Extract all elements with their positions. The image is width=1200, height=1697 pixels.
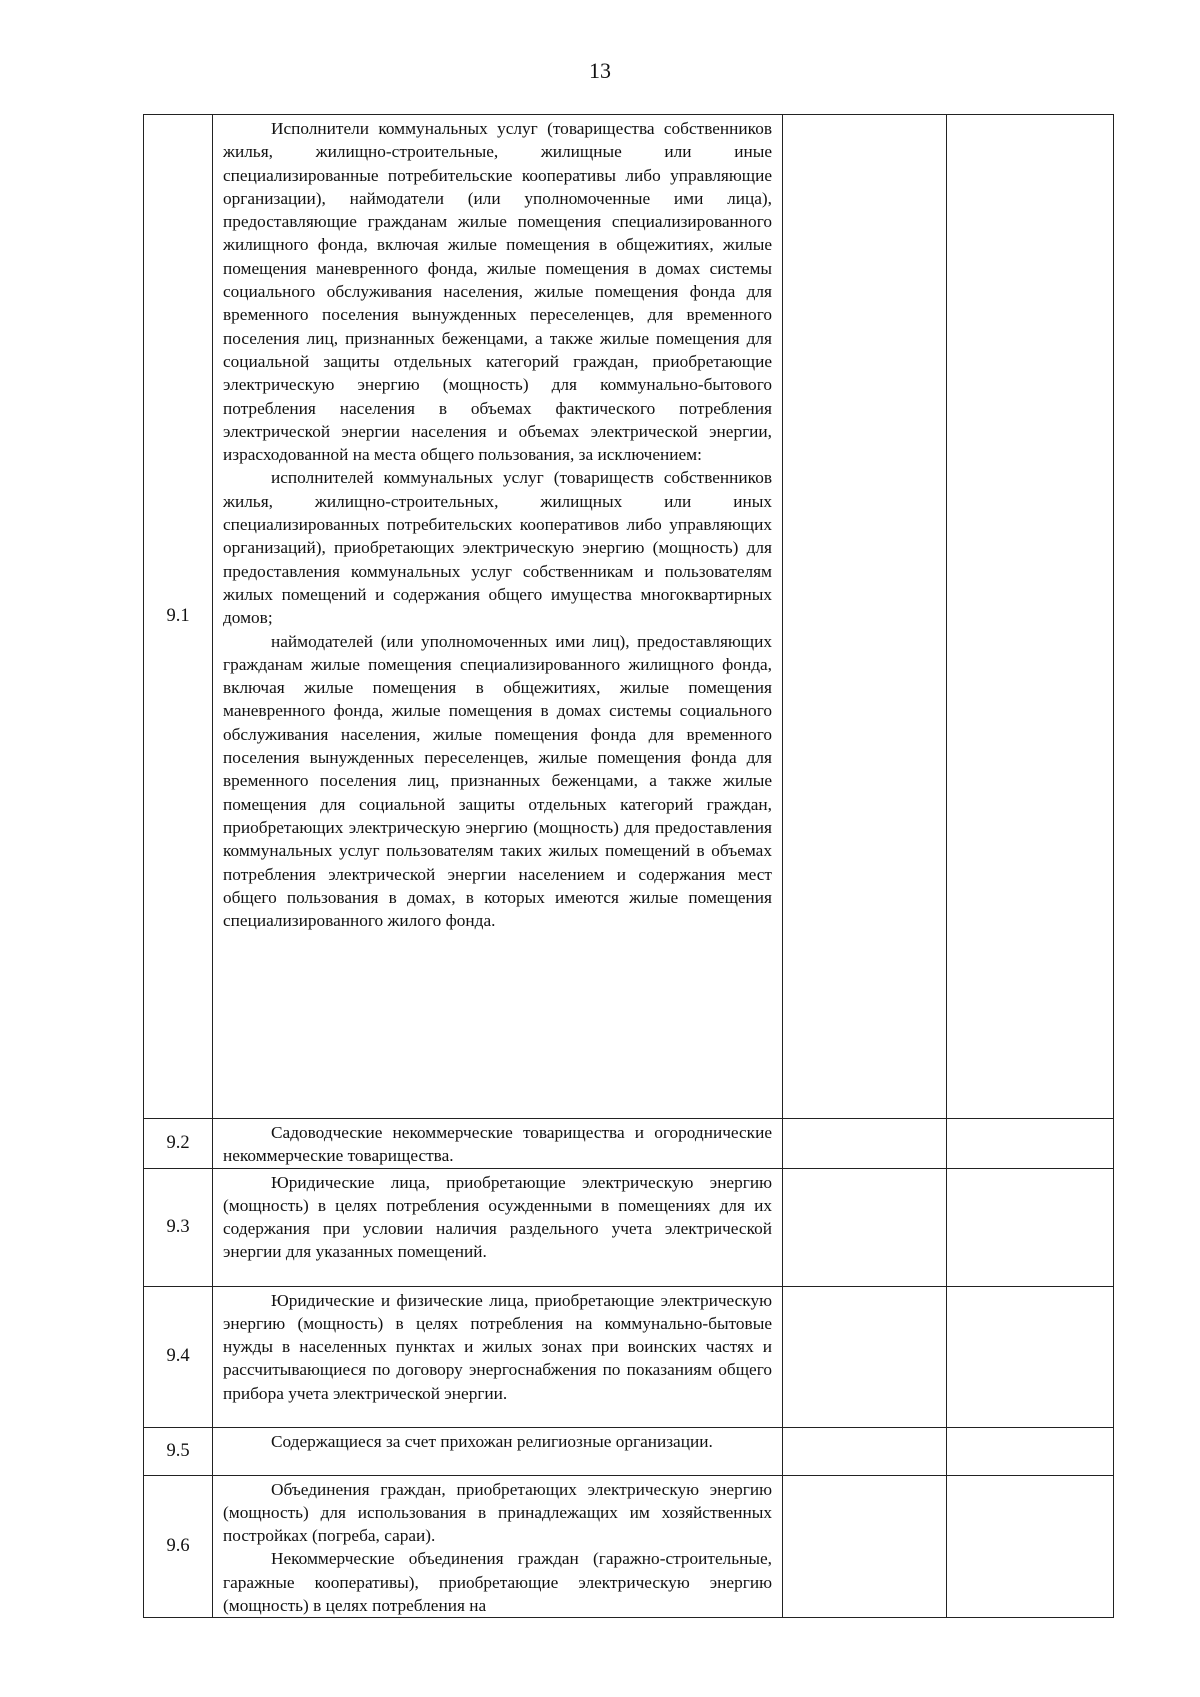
row-description xyxy=(213,1427,783,1475)
empty-cell xyxy=(783,115,947,1119)
tariff-consumer-table xyxy=(143,114,1114,1618)
empty-cell xyxy=(947,1427,1114,1475)
row-number: 9.4 xyxy=(144,1286,213,1427)
row-description xyxy=(213,115,783,1119)
empty-cell xyxy=(783,1475,947,1618)
paragraph: исполнителей коммунальных услуг (товариществ собственников жилья, жилищно-строительных, жилищных или иных специализированных потребительских кооперативов либо управляющих организаций), приобретающих электрическую энергию (мощность) для предоставления коммунальных услуг собственникам и пользователям жилых помещений и содержания общего имущества многоквартирных домов; xyxy=(223,468,772,628)
row-description xyxy=(213,1286,783,1427)
paragraph: Содержащиеся за счет прихожан религиозные организации. xyxy=(271,1431,713,1451)
empty-cell xyxy=(947,1119,1114,1169)
empty-cell xyxy=(783,1119,947,1169)
row-number: 9.3 xyxy=(144,1168,213,1286)
empty-cell xyxy=(947,1286,1114,1427)
row-description xyxy=(213,1119,783,1169)
row-description xyxy=(213,1168,783,1286)
row-number: 9.2 xyxy=(144,1119,213,1169)
paragraph: Юридические лица, приобретающие электрическую энергию (мощность) в целях потребления осужденными в помещениях для их содержания при условии наличия раздельного учета электрической энергии для указанных помещений. xyxy=(223,1172,772,1262)
empty-cell xyxy=(783,1427,947,1475)
empty-cell xyxy=(947,1168,1114,1286)
empty-cell xyxy=(947,115,1114,1119)
paragraph: Некоммерческие объединения граждан (гаражно-строительные, гаражные кооперативы), приобретающие электрическую энергию (мощность) в целях потребления на xyxy=(223,1549,772,1616)
paragraph: Садоводческие некоммерческие товарищества и огороднические некоммерческие товарищества. xyxy=(223,1123,772,1166)
row-number: 9.6 xyxy=(144,1475,213,1618)
table-row xyxy=(144,1168,1114,1286)
table-row xyxy=(144,1427,1114,1475)
table-row xyxy=(144,1475,1114,1618)
table-row xyxy=(144,115,1114,1119)
table-row xyxy=(144,1119,1114,1169)
table-row xyxy=(144,1286,1114,1427)
page-number: 13 xyxy=(589,58,611,83)
paragraph: наймодателей (или уполномоченных ими лиц), предоставляющих гражданам жилые помещения специализированного жилищного фонда, включая жилые помещения в общежитиях, жилые помещения маневренного фонда, жилые помещения в домах системы социального обслуживания населения, жилые помещения фонда для временного поселения вынужденных переселенцев, жилые помещения фонда для временного поселения лиц, признанных беженцами, а также жилые помещения для социальной защиты отдельных категорий граждан, приобретающих электрическую энергию (мощность) для предоставления коммунальных услуг пользователям таких жилых помещений в объемах потребления электрической энергии населением и содержания мест общего пользования в домах, в которых имеются жилые помещения специализированного жилого фонда. xyxy=(223,631,772,931)
paragraph: Исполнители коммунальных услуг (товарищества собственников жилья, жилищно-строительные, жилищные или иные специализированные потребительские кооперативы либо управляющие организации), наймодатели (или уполномоченные ими лица), предоставляющие гражданам жилые помещения специализированного жилищного фонда, включая жилые помещения в общежитиях, жилые помещения маневренного фонда, жилые помещения в домах системы социального обслуживания населения, жилые помещения фонда для временного поселения вынужденных переселенцев, для временного поселения лиц, признанных беженцами, а также жилые помещения для социальной защиты отдельных категорий граждан, приобретающие электрическую энергию (мощность) для коммунально-бытового потребления населения в объемах фактического потребления электрической энергии населения и объемах электрической энергии, израсходованной на места общего пользования, за исключением: xyxy=(223,119,772,465)
paragraph: Юридические и физические лица, приобретающие электрическую энергию (мощность) в целях потребления на коммунально-бытовые нужды в населенных пунктах и жилых зонах при воинских частях и рассчитывающиеся по договору энергоснабжения по показаниям общего прибора учета электрической энергии. xyxy=(223,1290,772,1403)
paragraph: Объединения граждан, приобретающих электрическую энергию (мощность) для использования в принадлежащих им хозяйственных постройках (погреба, сараи). xyxy=(223,1479,772,1546)
row-description xyxy=(213,1475,783,1618)
empty-cell xyxy=(783,1168,947,1286)
empty-cell xyxy=(783,1286,947,1427)
empty-cell xyxy=(947,1475,1114,1618)
row-number: 9.5 xyxy=(144,1427,213,1475)
row-number: 9.1 xyxy=(144,115,213,1119)
